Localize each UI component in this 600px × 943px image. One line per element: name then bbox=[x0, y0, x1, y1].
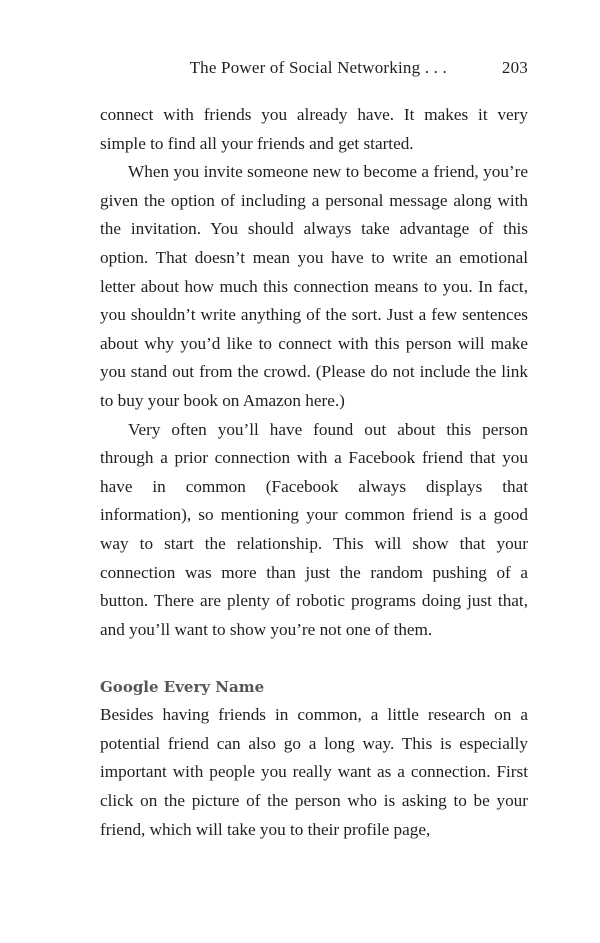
running-header bbox=[100, 56, 528, 80]
paragraph-common-friend: Very often you’ll have found out about this person through a prior connection with a Facebook friend that you have in common (Facebook always displays that information), so mentioning your common friend is a good way to start the relationship. This will show that your connection was more than just the random pushing of a button. There are plenty of robotic programs doing just that, and you’ll want to show you’re not one of them. bbox=[100, 419, 528, 639]
page-number: 203 bbox=[501, 58, 528, 77]
body-text bbox=[100, 101, 528, 844]
section-heading: Google Every Name bbox=[100, 678, 265, 697]
running-header-title: The Power of Social Networking . . . bbox=[189, 58, 447, 77]
paragraph-continued: connect with friends you already have. It makes it very simple to find all your friends and get started. bbox=[100, 105, 528, 153]
paragraph-research: Besides having friends in common, a little research on a potential friend can also go a long way. This is especially important with people you really want as a connection. First click on the picture of the person who is asking to be your friend, which will take you to their profile page, bbox=[100, 705, 528, 839]
paragraph-invite-message: When you invite someone new to become a friend, you’re given the option of including a personal message along with the invitation. You should always take advantage of this option. That doesn’t mean you have to write an emotional letter about how much this connection means to you. In fact, you shouldn’t write anything of the sort. Just a few sentences about why you’d like to connect with this person will make you stand out from the crowd. (Please do not include the link to buy your book on Amazon here.) bbox=[100, 162, 528, 410]
